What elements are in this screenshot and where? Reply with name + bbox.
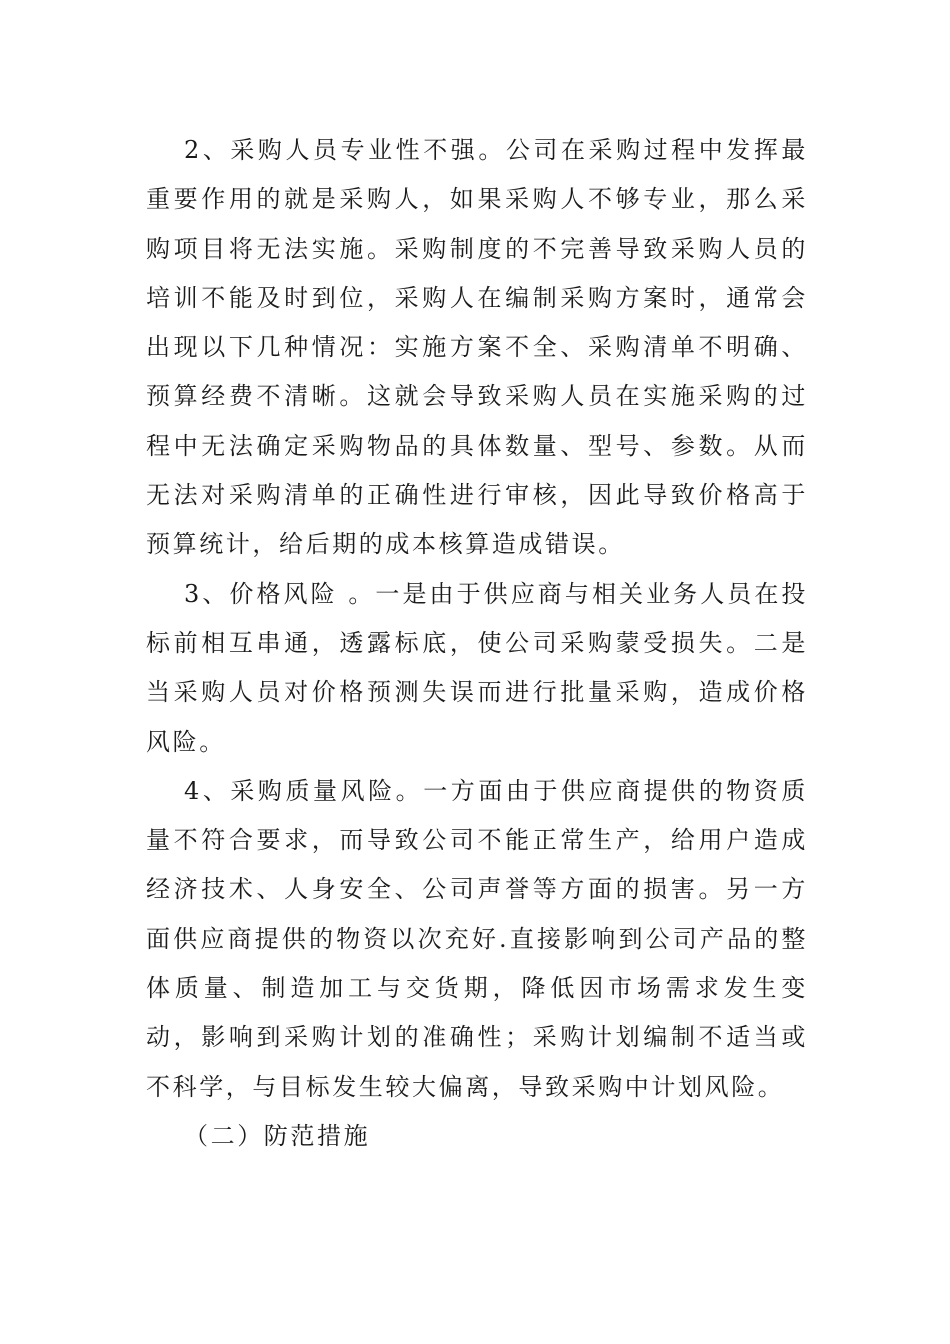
paragraph-purchaser-professionalism: 2、采购人员专业性不强。公司在采购过程中发挥最重要作用的就是采购人，如果采购人不够专业，那么采购项目将无法实施。采购制度的不完善导致采购人员的培训不能及时到位，采购人在编制采购方案时，通常会出现以下几种情况：实施方案不全、采购清单不明确、预算经费不清晰。这就会导致采购人员在实施采购的过程中无法确定采购物品的具体数量、型号、参数。从而无法对采购清单的正确性进行审核，因此导致价格高于预算统计，给后期的成本核算造成错误。 (146, 136, 808, 559)
paragraph-quality-risk: 4、采购质量风险。一方面由于供应商提供的物资质量不符合要求，而导致公司不能正常生产，给用户造成经济技术、人身安全、公司声誉等方面的损害。另一方面供应商提供的物资以次充好.直接影响到公司产品的整体质量、制造加工与交货期，降低因市场需求发生变动，影响到采购计划的准确性；采购计划编制不适当或不科学，与目标发生较大偏离，导致采购中计划风险。 (146, 776, 808, 1101)
document-body (146, 126, 808, 1161)
paragraph-price-risk: 3、价格风险 。一是由于供应商与相关业务人员在投标前相互串通，透露标底，使公司采购蒙受损失。二是当采购人员对价格预测失误而进行批量采购，造成价格风险。 (146, 579, 808, 756)
section-heading-prevention-measures: （二）防范措施 (184, 1121, 371, 1150)
